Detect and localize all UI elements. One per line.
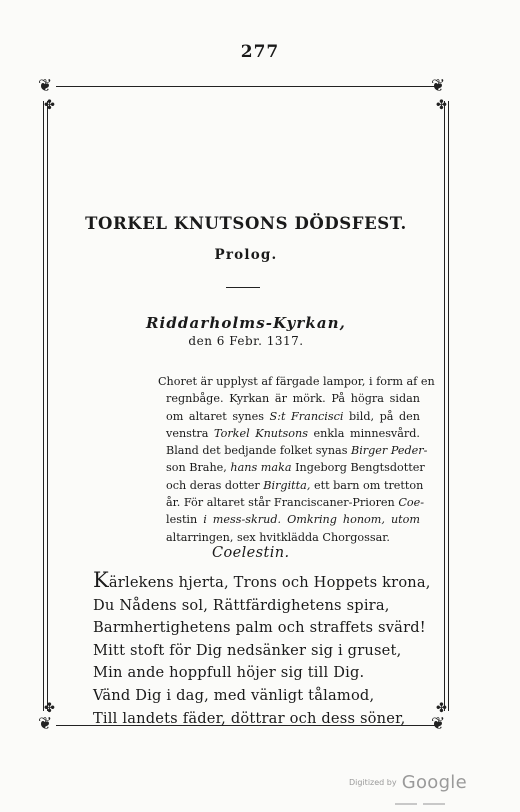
play-title: TORKEL KNUTSONS DÖDSFEST. (85, 214, 407, 233)
stage-text: altarringen, sex hvitklädda Chorgossar. (166, 530, 390, 544)
stage-text: år. För altaret står Franciscaner-Prioren (166, 496, 399, 510)
verse-line (93, 685, 423, 708)
character-name: S:t Francisci (269, 409, 344, 423)
play-subtitle: Prolog. (214, 247, 278, 263)
verse-text: Du Nådens sol, Rättfärdighetens spira, (93, 596, 390, 614)
stage-text: enkla minnesvård. (307, 426, 420, 440)
stage-direction-line (158, 408, 420, 425)
sprig-ornament-icon: ✤ (436, 701, 447, 716)
stage-direction-line (158, 373, 435, 390)
stage-text: venstra (166, 426, 214, 440)
verse-text: Vänd Dig i dag, med vänligt tålamod, (93, 686, 375, 704)
google-logo: Google (401, 772, 467, 793)
stage-direction-line (158, 511, 420, 528)
stage-direction-line (158, 494, 425, 511)
stage-text: ett barn om tretton (310, 478, 424, 492)
corner-ornament-icon: ❦ (431, 76, 446, 96)
character-name: Torkel Knutsons (214, 426, 308, 440)
scene-location: Riddarholms-Kyrkan, (145, 314, 347, 332)
character-name: i mess-skrud. Omkring honom, utom (197, 513, 420, 527)
stage-direction-line (158, 425, 420, 442)
page-number: 277 (240, 42, 280, 62)
stage-text: Ingeborg Bengtsdotter (295, 461, 425, 475)
watermark-rule (395, 803, 417, 805)
verse-line (93, 617, 426, 640)
stage-text: om altaret synes (166, 409, 270, 423)
character-name: Birger Peder- (351, 444, 428, 458)
stage-direction-line (158, 529, 420, 546)
stage-text: och deras dotter (166, 478, 264, 492)
scene-date: den 6 Febr. 1317. (188, 334, 304, 348)
stage-text: bild, på den (343, 409, 420, 423)
watermark-prefix: Digitized by (349, 778, 397, 787)
stage-direction (158, 373, 435, 546)
verse-block (93, 568, 431, 730)
section-divider (226, 287, 260, 288)
corner-ornament-icon: ❦ (431, 714, 446, 734)
verse-line (93, 595, 423, 618)
character-name: hans maka (226, 461, 296, 475)
speaker-name: Coelestin. (212, 545, 290, 561)
stage-direction-line (158, 442, 428, 459)
watermark-rule (423, 803, 445, 805)
stage-direction-line (158, 459, 425, 476)
verse-line (93, 708, 423, 731)
character-name: Birgitta, (263, 478, 311, 492)
sprig-ornament-icon: ✤ (44, 701, 55, 716)
verse-line (93, 568, 431, 595)
verse-text: Till landets fäder, döttrar och dess söner, (93, 709, 406, 727)
stage-text: son Brahe, (166, 461, 227, 475)
stage-text: Choret är upplyst af färgade lampor, i form af en (158, 375, 435, 388)
verse-text: Mitt stoft för Dig nedsänker sig i gruset, (93, 641, 402, 659)
character-name: Coe- (398, 496, 425, 510)
initial-letter: K (93, 568, 109, 592)
verse-line (93, 640, 423, 663)
stage-text: lestin (166, 513, 198, 527)
sprig-ornament-icon: ✤ (44, 98, 55, 113)
verse-line (93, 662, 423, 685)
corner-ornament-icon: ❦ (38, 714, 53, 734)
verse-text: Min ande hoppfull höjer sig till Dig. (93, 664, 365, 682)
stage-text: Bland det bedjande folket synas (166, 444, 351, 458)
stage-direction-line (158, 477, 424, 494)
verse-text: ärlekens hjerta, Trons och Hoppets krona, (108, 574, 431, 591)
digitized-watermark (349, 772, 467, 793)
verse-text: Barmhertighetens palm och straffets svärd! (93, 619, 426, 637)
stage-direction-line (158, 390, 420, 407)
stage-text: regnbåge. Kyrkan är mörk. På högra sidan (166, 392, 420, 406)
sprig-ornament-icon: ✤ (436, 98, 447, 113)
corner-ornament-icon: ❦ (38, 76, 53, 96)
